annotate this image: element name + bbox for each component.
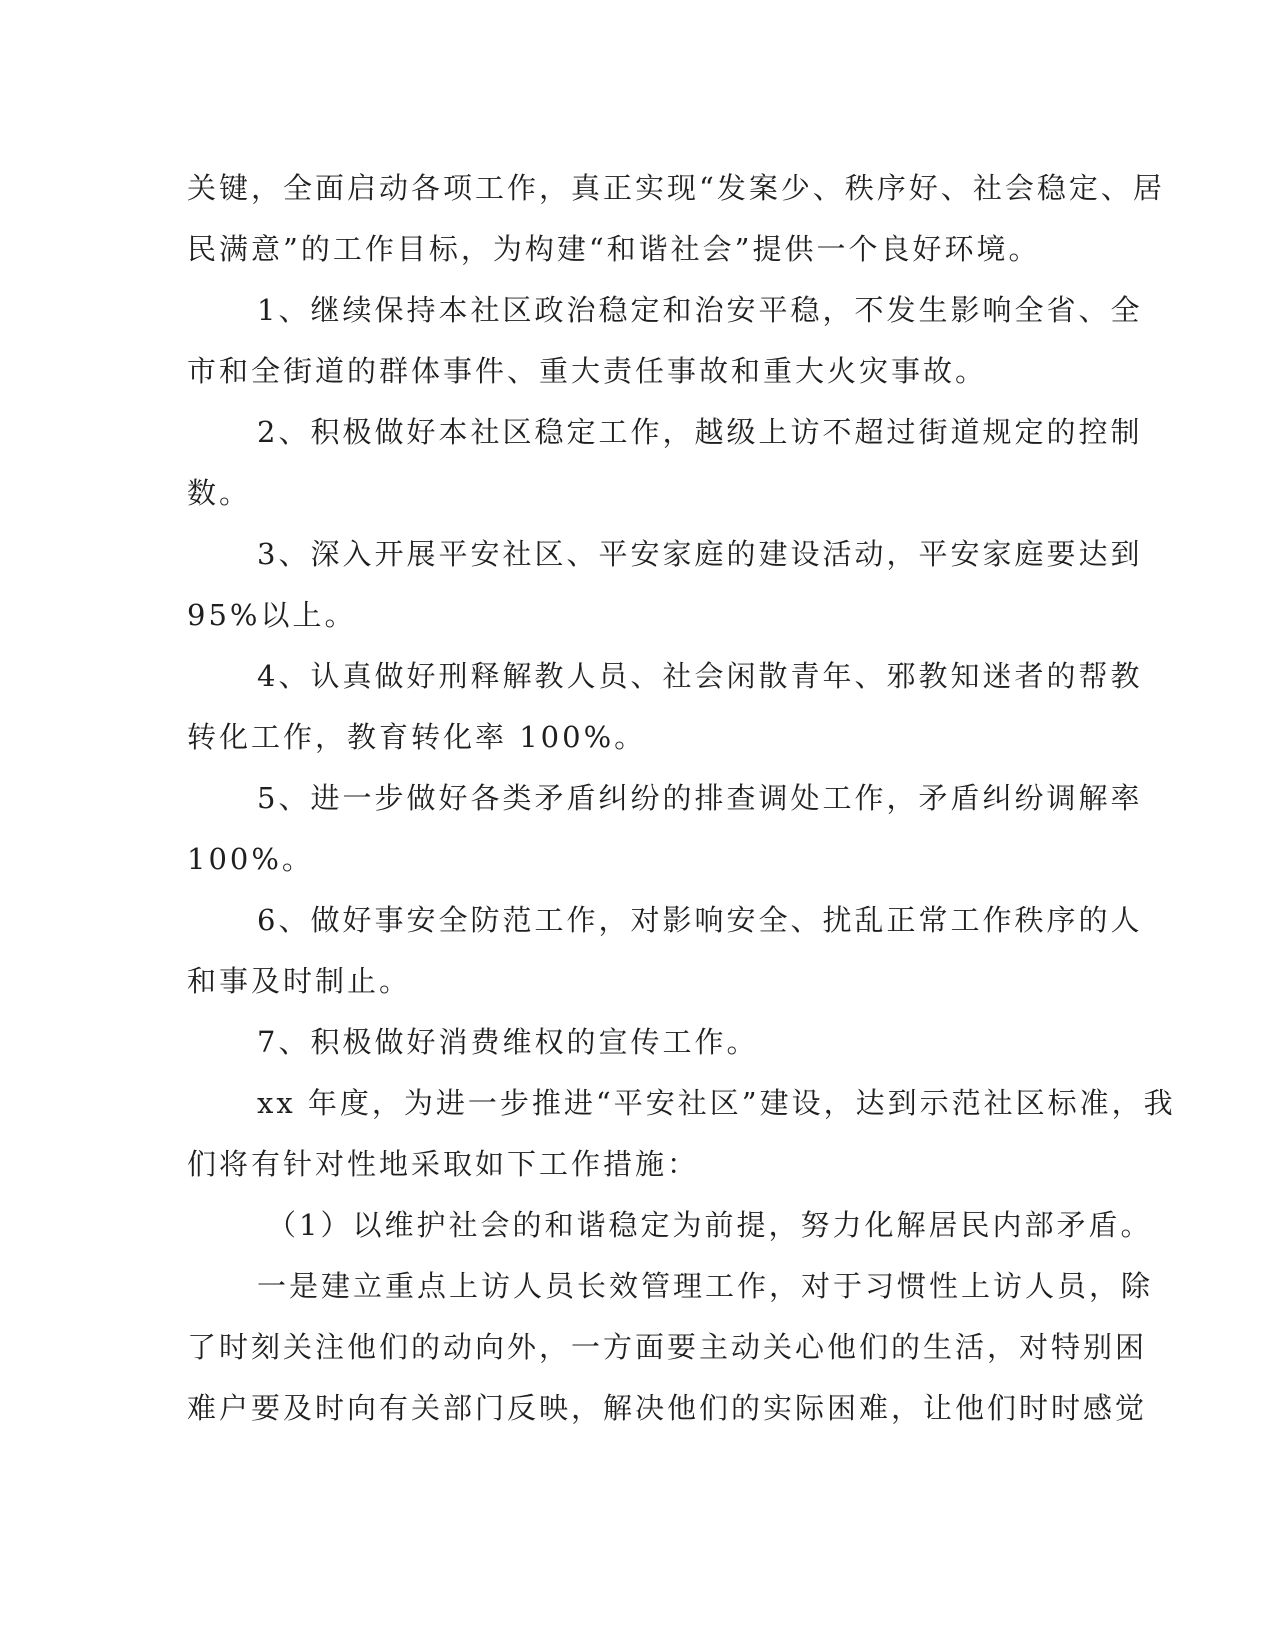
text-line: 们将有针对性地采取如下工作措施： xyxy=(187,1147,700,1181)
text-line: 和事及时制止。 xyxy=(187,964,412,998)
list-item: 2、积极做好本社区稳定工作，越级上访不超过街道规定的控制 xyxy=(257,415,1143,449)
text-line: 数。 xyxy=(187,476,252,510)
list-item: 1、继续保持本社区政治稳定和治安平稳，不发生影响全省、全 xyxy=(257,293,1143,327)
paragraph-start: xx 年度，为进一步推进“平安社区”建设，达到示范社区标准，我 xyxy=(257,1086,1176,1120)
list-item: 6、做好事安全防范工作，对影响安全、扰乱正常工作秩序的人 xyxy=(257,903,1143,937)
text-line: 100%。 xyxy=(187,842,314,876)
text-line: 了时刻关注他们的动向外，一方面要主动关心他们的生活，对特别困 xyxy=(187,1330,1148,1364)
text-line: 关键，全面启动各项工作，真正实现“发案少、秩序好、社会稳定、居 xyxy=(187,171,1165,205)
text-line: 民满意”的工作目标，为构建“和谐社会”提供一个良好环境。 xyxy=(187,232,1041,266)
document-body xyxy=(187,158,1176,1439)
section-heading: （1）以维护社会的和谐稳定为前提，努力化解居民内部矛盾。 xyxy=(267,1208,1153,1242)
list-item: 3、深入开展平安社区、平安家庭的建设活动，平安家庭要达到 xyxy=(257,537,1143,571)
text-line: 95%以上。 xyxy=(187,598,357,632)
list-item: 5、进一步做好各类矛盾纠纷的排查调处工作，矛盾纠纷调解率 xyxy=(257,781,1143,815)
paragraph-start: 一是建立重点上访人员长效管理工作，对于习惯性上访人员，除 xyxy=(257,1269,1154,1303)
text-line: 难户要及时向有关部门反映，解决他们的实际困难，让他们时时感觉 xyxy=(187,1391,1148,1425)
list-item: 7、积极做好消费维权的宣传工作。 xyxy=(257,1025,759,1059)
text-line: 转化工作，教育转化率 100%。 xyxy=(187,720,647,754)
text-line: 市和全街道的群体事件、重大责任事故和重大火灾事故。 xyxy=(187,354,988,388)
list-item: 4、认真做好刑释解教人员、社会闲散青年、邪教知迷者的帮教 xyxy=(257,659,1143,693)
